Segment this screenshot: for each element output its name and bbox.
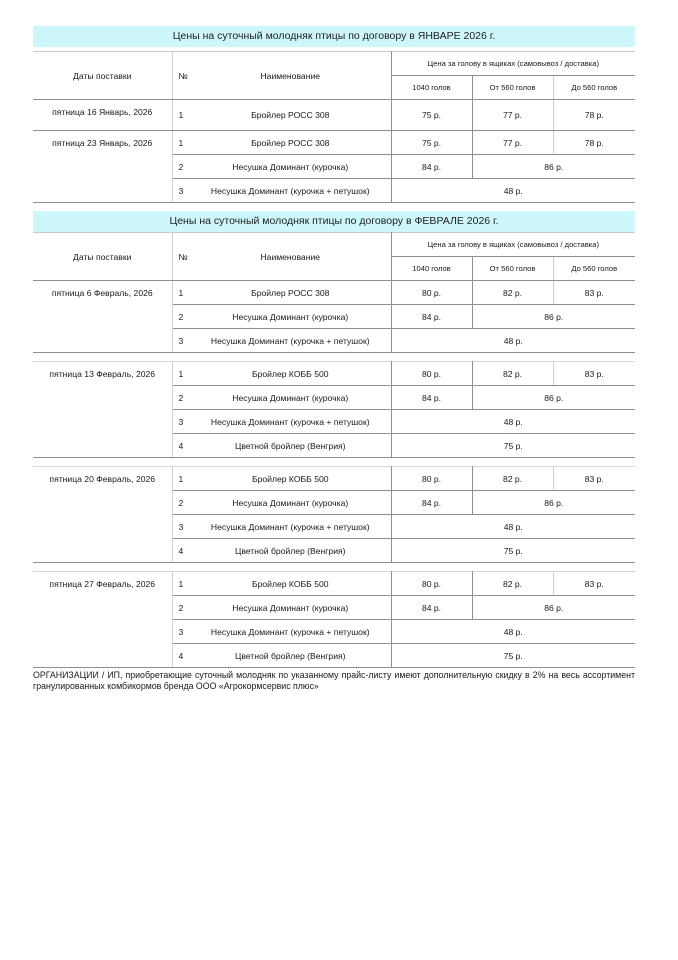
price-from-560-merged: 86 р. bbox=[472, 386, 635, 410]
product-name: Бройлер РОСС 308 bbox=[190, 131, 391, 155]
delivery-date: пятница 16 Январь, 2026 bbox=[33, 100, 172, 131]
price-1040: 75 р. bbox=[391, 131, 472, 155]
price-from-560: 82 р. bbox=[472, 467, 553, 491]
price-all-merged: 75 р. bbox=[391, 644, 635, 668]
row-num: 3 bbox=[172, 179, 190, 203]
row-num: 4 bbox=[172, 644, 190, 668]
price-all-merged: 48 р. bbox=[391, 179, 635, 203]
product-name: Несушка Доминант (курочка + петушок) bbox=[190, 410, 391, 434]
header-tier-to-560: До 560 голов bbox=[553, 76, 635, 100]
price-to-560: 83 р. bbox=[553, 362, 635, 386]
price-from-560-merged: 86 р. bbox=[472, 491, 635, 515]
header-tier-to-560: До 560 голов bbox=[553, 257, 635, 281]
price-from-560-merged: 86 р. bbox=[472, 305, 635, 329]
row-num: 2 bbox=[172, 305, 190, 329]
price-to-560: 78 р. bbox=[553, 131, 635, 155]
row-num: 3 bbox=[172, 515, 190, 539]
header-name: Наименование bbox=[190, 52, 391, 100]
header-tier-1040: 1040 голов bbox=[391, 257, 472, 281]
delivery-date: пятница 6 Февраль, 2026 bbox=[33, 281, 172, 353]
price-1040: 80 р. bbox=[391, 572, 472, 596]
price-all-merged: 48 р. bbox=[391, 329, 635, 353]
table-row bbox=[33, 131, 635, 155]
row-num: 1 bbox=[172, 100, 190, 131]
product-name: Цветной бройлер (Венгрия) bbox=[190, 644, 391, 668]
product-name: Несушка Доминант (курочка + петушок) bbox=[190, 179, 391, 203]
product-name: Цветной бройлер (Венгрия) bbox=[190, 434, 391, 458]
product-name: Несушка Доминант (курочка) bbox=[190, 305, 391, 329]
february-title: Цены на суточный молодняк птицы по договору в ФЕВРАЛЕ 2026 г. bbox=[33, 211, 635, 232]
price-1040: 84 р. bbox=[391, 386, 472, 410]
product-name: Несушка Доминант (курочка + петушок) bbox=[190, 620, 391, 644]
delivery-date: пятница 27 Февраль, 2026 bbox=[33, 572, 172, 668]
row-num: 2 bbox=[172, 596, 190, 620]
product-name: Бройлер КОББ 500 bbox=[190, 467, 391, 491]
discount-note: ОРГАНИЗАЦИИ / ИП, приобретающие суточный молодняк по указанному прайс-листу имеют дополнительную скидку в 2% на весь ассортимент гранулированных комбикормов бренда ООО «Агрокормсервис плюс» bbox=[33, 669, 635, 691]
price-from-560-merged: 86 р. bbox=[472, 155, 635, 179]
row-num: 2 bbox=[172, 386, 190, 410]
price-from-560: 82 р. bbox=[472, 362, 553, 386]
table-row bbox=[33, 100, 635, 131]
table-row bbox=[33, 467, 635, 491]
product-name: Несушка Доминант (курочка) bbox=[190, 155, 391, 179]
header-price-group: Цена за голову в ящиках (самовывоз / доставка) bbox=[391, 233, 635, 257]
header-dates: Даты поставки bbox=[33, 52, 172, 100]
product-name: Бройлер РОСС 308 bbox=[190, 281, 391, 305]
january-table bbox=[33, 51, 635, 203]
price-from-560: 77 р. bbox=[472, 100, 553, 131]
header-num: № bbox=[172, 52, 190, 100]
product-name: Бройлер РОСС 308 bbox=[190, 100, 391, 131]
price-1040: 84 р. bbox=[391, 305, 472, 329]
price-to-560: 83 р. bbox=[553, 467, 635, 491]
price-1040: 84 р. bbox=[391, 155, 472, 179]
february-section bbox=[33, 211, 635, 668]
price-1040: 80 р. bbox=[391, 281, 472, 305]
january-title: Цены на суточный молодняк птицы по договору в ЯНВАРЕ 2026 г. bbox=[33, 26, 635, 47]
price-1040: 80 р. bbox=[391, 362, 472, 386]
price-1040: 75 р. bbox=[391, 100, 472, 131]
product-name: Несушка Доминант (курочка + петушок) bbox=[190, 515, 391, 539]
january-section bbox=[33, 26, 635, 203]
product-name: Бройлер КОББ 500 bbox=[190, 572, 391, 596]
row-num: 1 bbox=[172, 572, 190, 596]
header-price-group: Цена за голову в ящиках (самовывоз / доставка) bbox=[391, 52, 635, 76]
header-tier-from-560: От 560 голов bbox=[472, 76, 553, 100]
price-all-merged: 75 р. bbox=[391, 539, 635, 563]
row-num: 3 bbox=[172, 620, 190, 644]
price-1040: 84 р. bbox=[391, 596, 472, 620]
row-num: 1 bbox=[172, 467, 190, 491]
table-row bbox=[33, 281, 635, 305]
header-tier-1040: 1040 голов bbox=[391, 76, 472, 100]
row-num: 2 bbox=[172, 155, 190, 179]
product-name: Несушка Доминант (курочка) bbox=[190, 596, 391, 620]
header-num: № bbox=[172, 233, 190, 281]
february-table-block-3 bbox=[33, 466, 635, 563]
product-name: Несушка Доминант (курочка) bbox=[190, 386, 391, 410]
price-list-page bbox=[33, 26, 635, 668]
product-name: Несушка Доминант (курочка + петушок) bbox=[190, 329, 391, 353]
row-num: 1 bbox=[172, 281, 190, 305]
table-row bbox=[33, 362, 635, 386]
price-from-560: 77 р. bbox=[472, 131, 553, 155]
price-to-560: 83 р. bbox=[553, 281, 635, 305]
price-to-560: 78 р. bbox=[553, 100, 635, 131]
product-name: Несушка Доминант (курочка) bbox=[190, 491, 391, 515]
delivery-date: пятница 23 Январь, 2026 bbox=[33, 131, 172, 203]
price-all-merged: 75 р. bbox=[391, 434, 635, 458]
price-from-560-merged: 86 р. bbox=[472, 596, 635, 620]
price-1040: 80 р. bbox=[391, 467, 472, 491]
february-table-block-4 bbox=[33, 571, 635, 668]
price-from-560: 82 р. bbox=[472, 281, 553, 305]
table-row bbox=[33, 572, 635, 596]
price-to-560: 83 р. bbox=[553, 572, 635, 596]
row-num: 4 bbox=[172, 434, 190, 458]
delivery-date: пятница 13 Февраль, 2026 bbox=[33, 362, 172, 458]
delivery-date: пятница 20 Февраль, 2026 bbox=[33, 467, 172, 563]
price-from-560: 82 р. bbox=[472, 572, 553, 596]
february-table-block-2 bbox=[33, 361, 635, 458]
row-num: 4 bbox=[172, 539, 190, 563]
price-all-merged: 48 р. bbox=[391, 620, 635, 644]
row-num: 3 bbox=[172, 329, 190, 353]
february-table-block-1 bbox=[33, 232, 635, 353]
header-name: Наименование bbox=[190, 233, 391, 281]
row-num: 3 bbox=[172, 410, 190, 434]
header-dates: Даты поставки bbox=[33, 233, 172, 281]
row-num: 1 bbox=[172, 131, 190, 155]
product-name: Бройлер КОББ 500 bbox=[190, 362, 391, 386]
row-num: 1 bbox=[172, 362, 190, 386]
price-1040: 84 р. bbox=[391, 491, 472, 515]
header-tier-from-560: От 560 голов bbox=[472, 257, 553, 281]
product-name: Цветной бройлер (Венгрия) bbox=[190, 539, 391, 563]
price-all-merged: 48 р. bbox=[391, 515, 635, 539]
row-num: 2 bbox=[172, 491, 190, 515]
price-all-merged: 48 р. bbox=[391, 410, 635, 434]
